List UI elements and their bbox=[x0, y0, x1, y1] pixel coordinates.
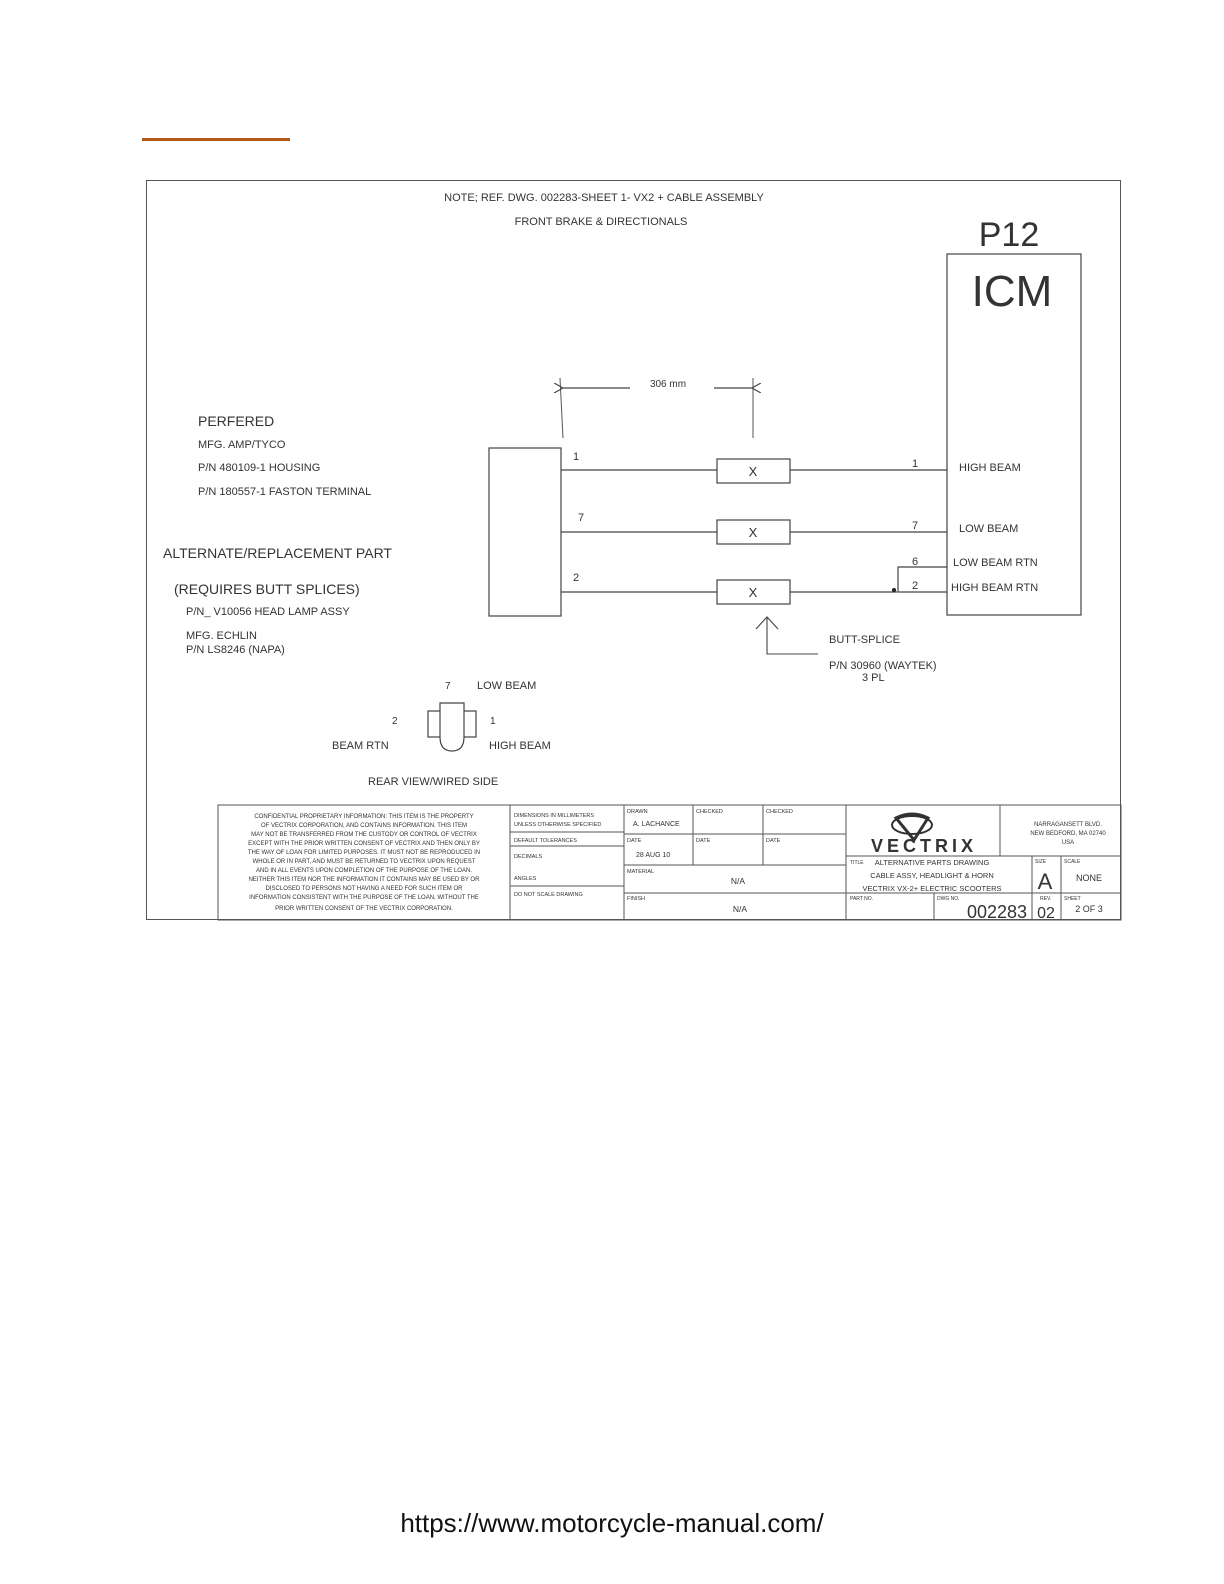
address-line: USA bbox=[1061, 840, 1075, 846]
signal-label: LOW BEAM bbox=[959, 523, 1019, 535]
svg-text:DISCLOSED TO PERSONS NOT HAVIN: DISCLOSED TO PERSONS NOT HAVING A NEED FOR SUCH ITEM OR bbox=[265, 886, 463, 892]
size-value: A bbox=[1037, 869, 1053, 894]
sheet-value: 2 OF 3 bbox=[1075, 904, 1103, 914]
perfered-heading: PERFERED bbox=[198, 413, 275, 429]
svg-text:THE WAY OF LOAN FOR LIMITED PU: THE WAY OF LOAN FOR LIMITED PURPOSES. IT MUST NOT BE REPRODUCED IN bbox=[247, 850, 481, 856]
finish-value: N/A bbox=[732, 904, 748, 914]
alternate-requires: (REQUIRES BUTT SPLICES) bbox=[174, 581, 360, 597]
butt-splice-leader bbox=[756, 617, 818, 654]
scale-note: DO NOT SCALE DRAWING bbox=[514, 892, 583, 898]
svg-text:AND IN ALL EVENTS UPON COMPLET: AND IN ALL EVENTS UPON COMPLETION OF THE PURPOSE OF THE LOAN. bbox=[256, 868, 472, 874]
perfered-line: MFG. AMP/TYCO bbox=[198, 439, 286, 451]
svg-text:CONFIDENTIAL PROPRIETARY INFOR: CONFIDENTIAL PROPRIETARY INFORMATION: THIS ITEM IS THE PROPERTY bbox=[254, 814, 474, 820]
perfered-line: P/N 180557-1 FASTON TERMINAL bbox=[198, 486, 372, 498]
checked-label: CHECKED bbox=[766, 809, 793, 815]
title-line: VECTRIX VX-2+ ELECTRIC SCOOTERS bbox=[862, 884, 1002, 893]
address-line: NEW BEDFORD, MA 02740 bbox=[1030, 831, 1106, 837]
svg-text:OF VECTRIX CORPORATION, AND CO: OF VECTRIX CORPORATION, AND CONTAINS INFORMATION. THIS ITEM bbox=[261, 823, 467, 829]
rear-view-caption: REAR VIEW/WIRED SIDE bbox=[368, 776, 499, 788]
rear-view-connector-icon bbox=[428, 703, 476, 751]
connector-id: P12 bbox=[978, 216, 1040, 254]
right-pin: 7 bbox=[912, 520, 919, 532]
date-label: DATE bbox=[766, 838, 781, 844]
headlamp-housing bbox=[489, 448, 561, 616]
rev-value: 02 bbox=[1037, 905, 1055, 922]
svg-text:WHOLE OR IN PART, AND MUST BE: WHOLE OR IN PART, AND MUST BE RETURNED TO VECTRIX UPON REQUEST bbox=[252, 859, 476, 865]
drawn-label: DRAWN bbox=[627, 809, 648, 815]
icm-label: ICM bbox=[971, 267, 1053, 316]
rear-label-left: BEAM RTN bbox=[332, 740, 389, 752]
splice-mark: X bbox=[748, 585, 758, 600]
date-value: 28 AUG 10 bbox=[636, 852, 671, 859]
left-pin: 2 bbox=[573, 572, 580, 584]
note-line-2: FRONT BRAKE & DIRECTIONALS bbox=[514, 216, 688, 228]
footer-url[interactable]: https://www.motorcycle-manual.com/ bbox=[400, 1508, 824, 1538]
splice-mark: X bbox=[748, 525, 758, 540]
right-pin: 6 bbox=[912, 556, 919, 568]
tolerances-label: DEFAULT TOLERANCES bbox=[514, 838, 577, 844]
svg-text:VECTRIX: VECTRIX bbox=[870, 836, 978, 856]
note-line-1: NOTE; REF. DWG. 002283-SHEET 1- VX2 + CABLE ASSEMBLY bbox=[444, 192, 764, 204]
rear-label-top: LOW BEAM bbox=[477, 680, 537, 692]
sheet-label: SHEET bbox=[1064, 896, 1081, 902]
alternate-line: P/N_ V10056 HEAD LAMP ASSY bbox=[186, 606, 350, 618]
svg-text:INFORMATION CONSISTENT WITH TH: INFORMATION CONSISTENT WITH THE PURPOSE OF THE LOAN, WITHOUT THE bbox=[249, 895, 479, 901]
vectrix-logo-icon bbox=[871, 814, 977, 856]
junction-dot bbox=[892, 588, 896, 592]
left-pin: 1 bbox=[573, 451, 580, 463]
material-value: N/A bbox=[730, 876, 746, 886]
material-label: MATERIAL bbox=[627, 869, 655, 875]
title-line: ALTERNATIVE PARTS DRAWING bbox=[874, 858, 990, 867]
butt-splice-label: BUTT-SPLICE bbox=[829, 634, 900, 646]
part-no-label: PART NO. bbox=[850, 896, 874, 902]
decimals-label: DECIMALS bbox=[514, 854, 543, 860]
scale-label: SCALE bbox=[1064, 859, 1081, 865]
rear-pin-top: 7 bbox=[445, 681, 451, 692]
address-line: NARRAGANSETT BLVD. bbox=[1034, 822, 1102, 828]
dims-note: UNLESS OTHERWISE SPECIFIED bbox=[514, 822, 602, 828]
alternate-line: P/N LS8246 (NAPA) bbox=[186, 644, 285, 656]
signal-label: LOW BEAM RTN bbox=[953, 557, 1038, 569]
dims-note: DIMENSIONS IN MILLIMETERS bbox=[514, 813, 595, 819]
perfered-line: P/N 480109-1 HOUSING bbox=[198, 462, 321, 474]
svg-text:NEITHER THIS ITEM NOR THE INFO: NEITHER THIS ITEM NOR THE INFORMATION IT CONTAINS MAY BE USED BY OR bbox=[248, 877, 480, 883]
angles-label: ANGLES bbox=[514, 876, 537, 882]
left-pin: 7 bbox=[578, 512, 585, 524]
svg-text:MAY NOT BE TRANSFERRED FROM TH: MAY NOT BE TRANSFERRED FROM THE CUSTODY OR CONTROL OF VECTRIX bbox=[251, 832, 477, 838]
title-label: TITLE bbox=[850, 860, 864, 866]
signal-label: HIGH BEAM RTN bbox=[951, 582, 1039, 594]
dwg-no-label: DWG NO. bbox=[937, 896, 960, 902]
alternate-heading: ALTERNATE/REPLACEMENT PART bbox=[163, 545, 392, 561]
svg-text:EXCEPT WITH THE PRIOR WRITTEN: EXCEPT WITH THE PRIOR WRITTEN CONSENT OF VECTRIX AND THEN ONLY BY bbox=[248, 841, 480, 847]
date-label: DATE bbox=[696, 838, 711, 844]
scale-value: NONE bbox=[1075, 873, 1103, 883]
dwg-no-value: 002283 bbox=[966, 902, 1028, 922]
svg-text:PRIOR WRITTEN CONSENT OF THE V: PRIOR WRITTEN CONSENT OF THE VECTRIX CORPORATION. bbox=[275, 906, 453, 912]
rear-pin-right: 1 bbox=[490, 716, 496, 727]
right-pin: 2 bbox=[912, 580, 919, 592]
date-label: DATE bbox=[627, 838, 642, 844]
splice-mark: X bbox=[748, 464, 758, 479]
rev-label: REV. bbox=[1040, 896, 1052, 902]
alternate-line: MFG. ECHLIN bbox=[186, 630, 257, 642]
butt-splice-pn: P/N 30960 (WAYTEK) bbox=[829, 660, 937, 672]
drawn-by: A. LACHANCE bbox=[633, 821, 680, 828]
confidential-notice bbox=[248, 814, 480, 912]
dimension-label: 306 mm bbox=[649, 379, 687, 390]
butt-splice-qty: 3 PL bbox=[862, 672, 885, 684]
rear-pin-left: 2 bbox=[392, 716, 398, 727]
title-line: CABLE ASSY, HEADLIGHT & HORN bbox=[870, 871, 994, 880]
signal-label: HIGH BEAM bbox=[959, 462, 1021, 474]
right-pin: 1 bbox=[912, 458, 919, 470]
size-label: SIZE bbox=[1035, 859, 1047, 865]
finish-label: FINISH bbox=[627, 896, 646, 902]
checked-label: CHECKED bbox=[696, 809, 723, 815]
rear-label-right: HIGH BEAM bbox=[489, 740, 551, 752]
